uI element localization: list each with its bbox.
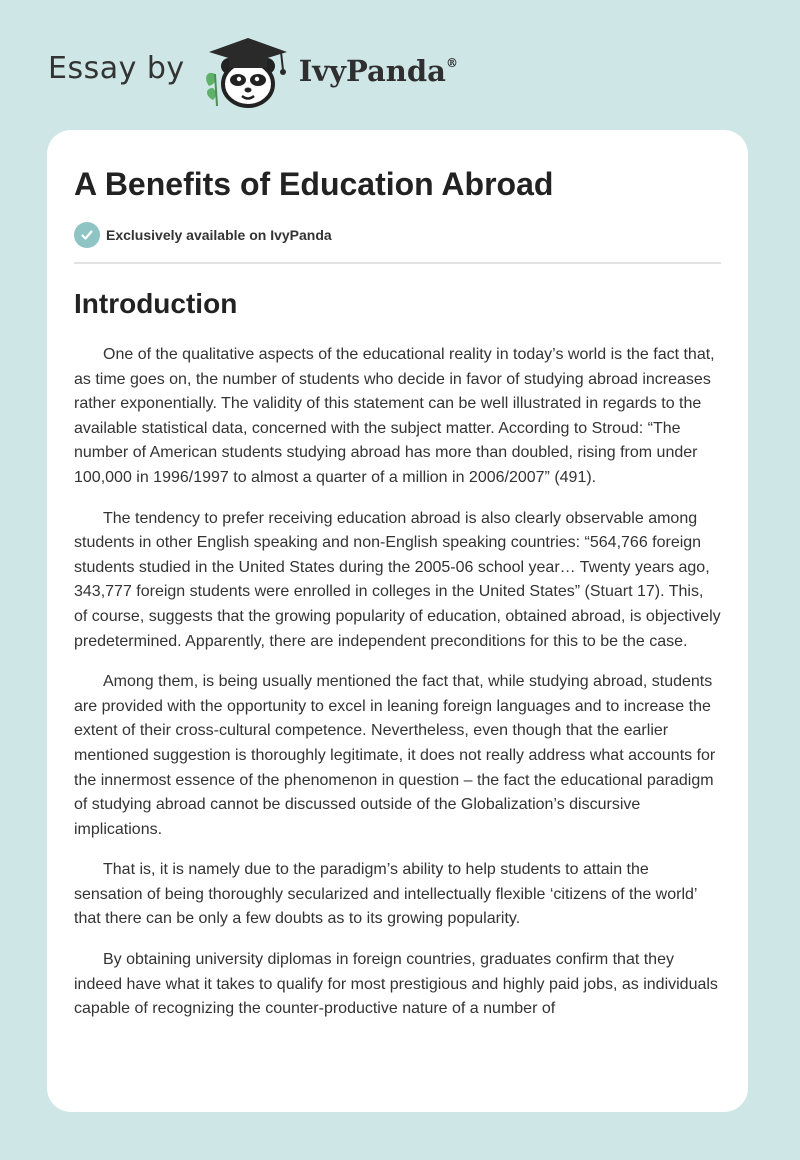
brand-name[interactable]: IvyPanda® <box>298 54 458 88</box>
exclusive-badge <box>74 222 721 248</box>
paragraph: One of the qualitative aspects of the educational reality in today’s world is the fact that, as time goes on, the number of students who decide in favor of studying abroad increases rather exponentially. The validity of this statement can be well illustrated in regards to the available statistical data, concerned with the subject matter. According to Stroud: “The number of American students studying abroad has more than doubled, rising from under 100,000 in 1996/1997 to almost a quarter of a million in 2006/2007” (491). <box>74 346 715 486</box>
paragraph: By obtaining university diplomas in foreign countries, graduates confirm that they indeed have what it takes to qualify for most prestigious and highly paid jobs, as individuals capable of recognizing the counter-productive nature of a number of <box>74 951 718 1018</box>
site-header <box>48 30 458 110</box>
paragraph: The tendency to prefer receiving education abroad is also clearly observable among students in other English speaking and non-English speaking countries: “564,766 foreign students studied in the United States during the 2005-06 school year… Twenty years ago, 343,777 foreign students were enrolled in colleges in the United States” (Stuart 17). This, of course, suggests that the growing popularity of education, obtained abroad, is objectively predetermined. Apparently, there are independent preconditions for this to be the case. <box>74 509 721 650</box>
essay-by-label: Essay by <box>48 50 185 86</box>
exclusive-label: Exclusively available on IvyPanda <box>106 227 332 243</box>
essay-title: A Benefits of Education Abroad <box>74 166 554 202</box>
essay-body <box>74 343 721 1022</box>
registered-mark: ® <box>445 56 458 70</box>
check-icon <box>74 222 100 248</box>
paragraph: That is, it is namely due to the paradigm’s ability to help students to attain the sensation of being thoroughly secularized and intellectually flexible ‘citizens of the world’ that there can be only a few doubts as to its growing popularity. <box>74 861 697 928</box>
divider <box>74 262 721 264</box>
section-heading: Introduction <box>74 288 238 319</box>
essay-card <box>47 130 748 1112</box>
panda-graduate-logo-icon[interactable] <box>199 30 295 110</box>
paragraph: Among them, is being usually mentioned the fact that, while studying abroad, students are provided with the opportunity to excel in leaning foreign languages and to increase the extent of their cross-cultural competence. Nevertheless, even though that the earlier mentioned suggestion is thoroughly legitimate, it does not really address what accounts for the innermost essence of the phenomenon in question – the fact the educational paradigm of studying abroad cannot be discussed outside of the Globalization’s discursive implications. <box>74 673 716 838</box>
